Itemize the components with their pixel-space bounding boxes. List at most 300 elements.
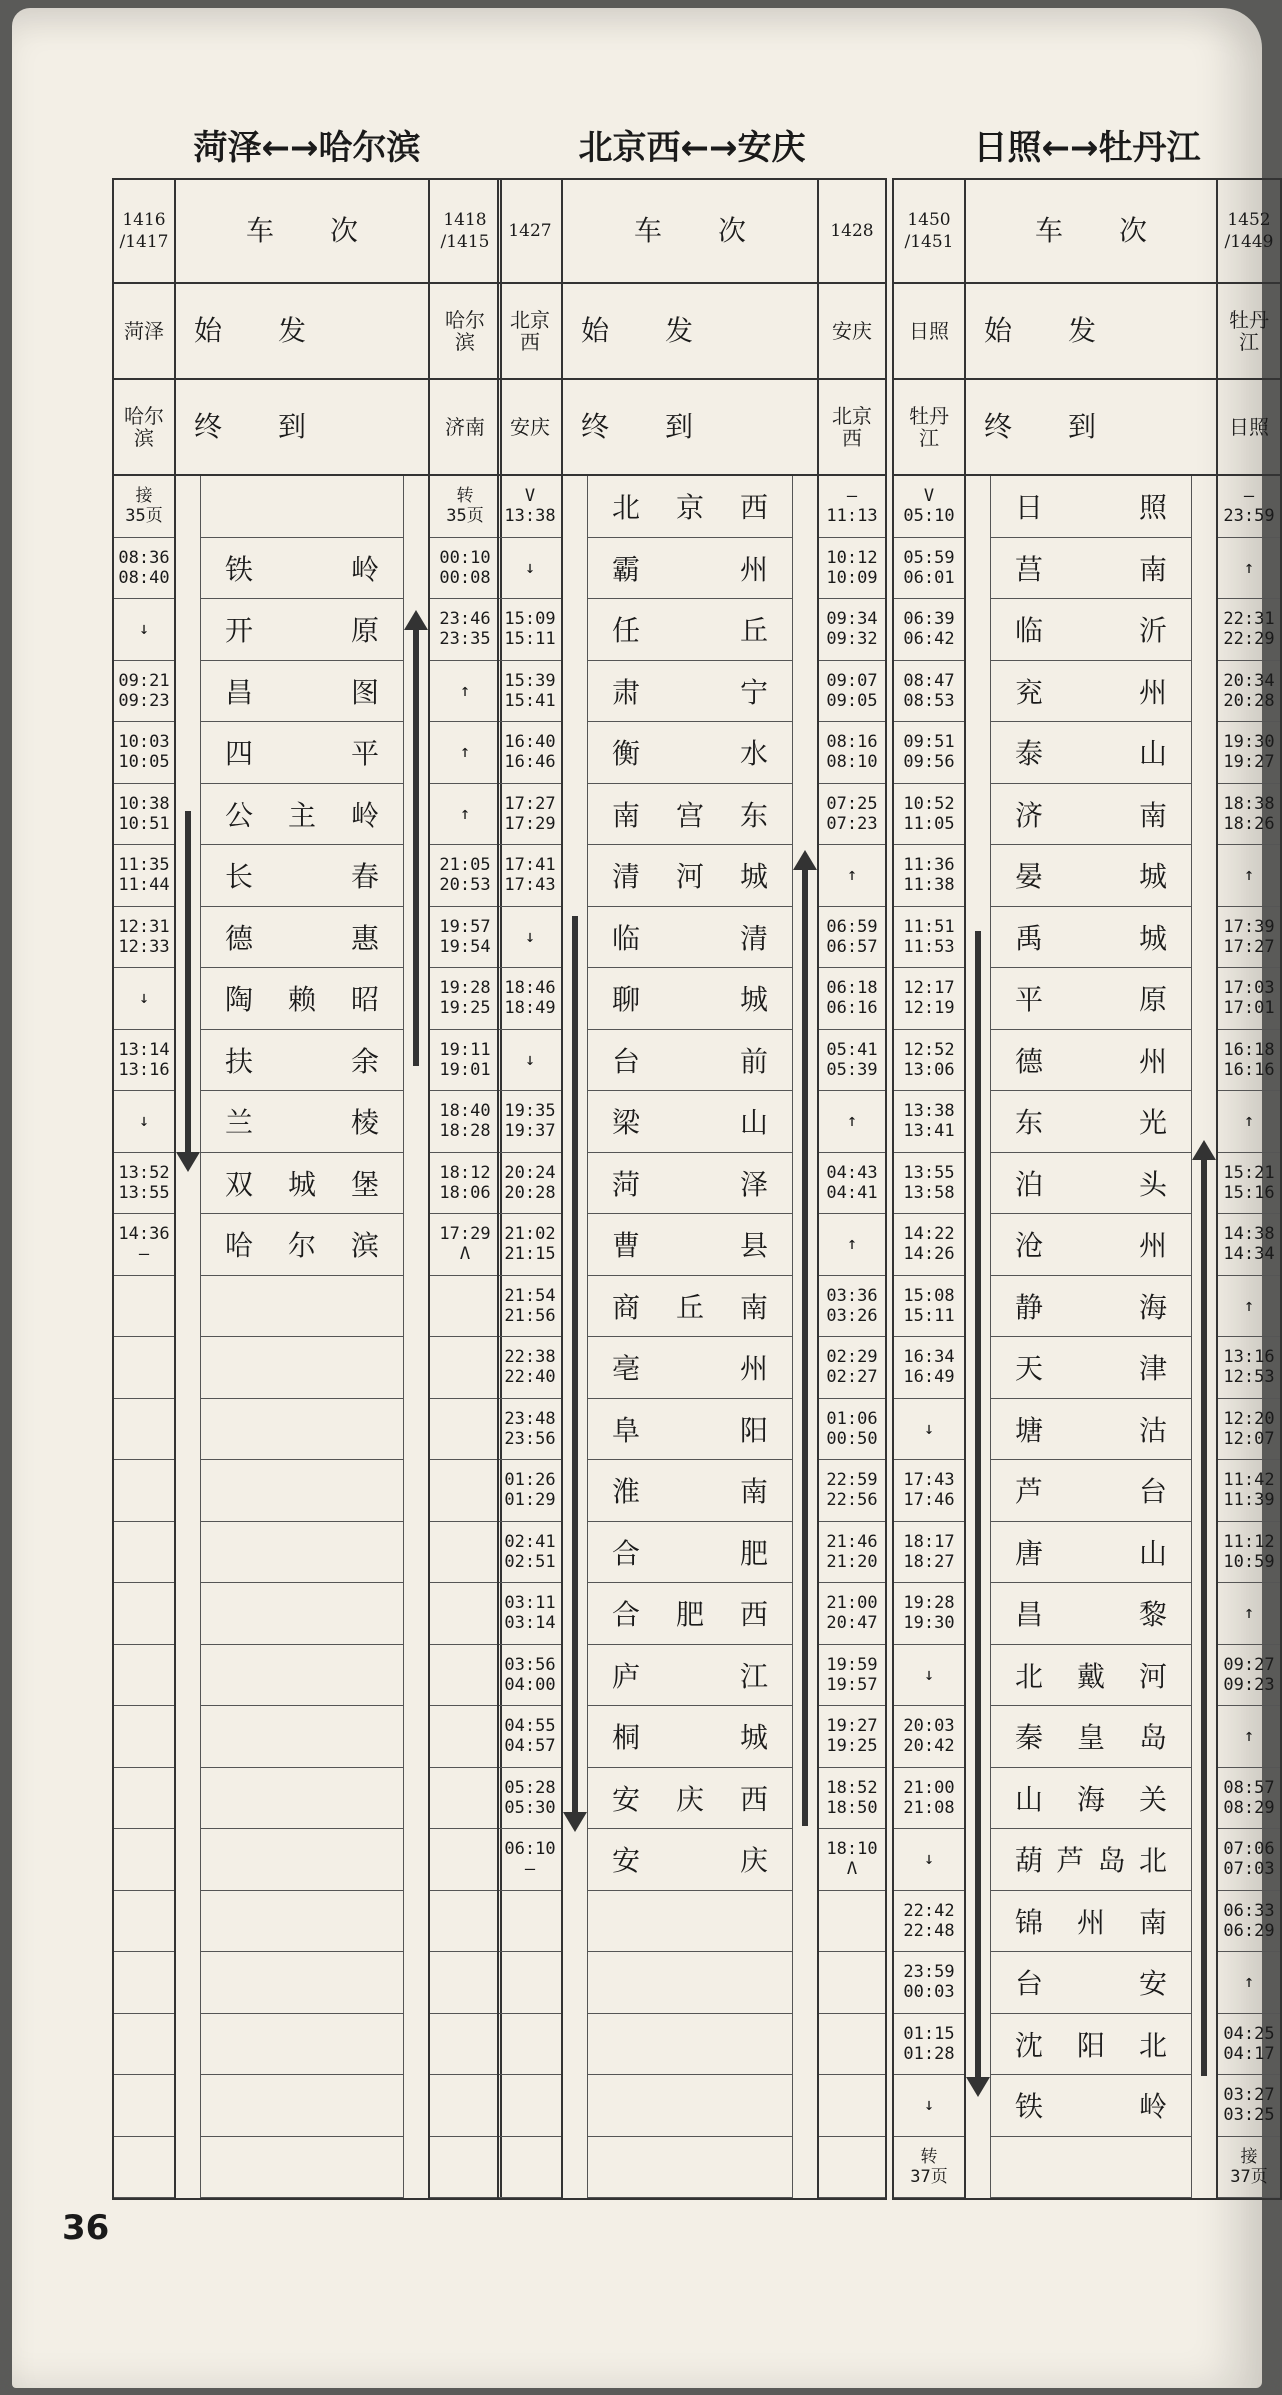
timetable-header [497, 178, 887, 476]
station-label: 阜阳 [612, 1413, 768, 1447]
time-cell: 13:52 13:55 [114, 1153, 174, 1215]
time-cell: 23:59 00:03 [894, 1952, 964, 2014]
time-cell: 08:16 08:10 [819, 722, 885, 784]
time-cell [819, 2014, 885, 2076]
station-label: 禹城 [1015, 921, 1167, 955]
page-number: 36 [62, 2208, 110, 2248]
time-cell: 18:10 Λ [819, 1829, 885, 1891]
time-cell: 18:38 18:26 [1218, 784, 1280, 846]
station-name [200, 845, 404, 907]
timetable-header [112, 178, 502, 476]
station-label: 铁岭 [1015, 2090, 1167, 2124]
header-label-column [176, 180, 430, 476]
train-number: 1450 /1451 [894, 180, 964, 284]
station-label: 济南 [1015, 798, 1167, 832]
station-name [200, 968, 404, 1030]
time-cell: ↑ [430, 722, 500, 784]
time-cell [114, 1706, 174, 1768]
time-cell: 16:34 16:49 [894, 1337, 964, 1399]
time-cell: 15:08 15:11 [894, 1276, 964, 1338]
station-label: 淮南 [612, 1475, 768, 1509]
station-label: 桐城 [612, 1721, 768, 1755]
time-cell: 12:20 12:07 [1218, 1399, 1280, 1461]
station-label: 晏城 [1015, 860, 1167, 894]
station-label: 哈尔滨 [225, 1229, 379, 1263]
station-label: 秦皇岛 [1015, 1721, 1167, 1755]
time-cell [430, 1706, 500, 1768]
station-name [587, 661, 793, 723]
time-cell: 15:39 15:41 [499, 661, 561, 723]
header-right-column [1218, 180, 1280, 476]
time-cell [114, 1768, 174, 1830]
time-cell: 14:38 14:34 [1218, 1214, 1280, 1276]
time-cell [114, 1337, 174, 1399]
station-name [990, 1829, 1192, 1891]
station-column [966, 476, 1216, 2198]
timetable-body [497, 476, 887, 2200]
station-name [990, 1645, 1192, 1707]
time-cell [114, 1276, 174, 1338]
header-left-column [499, 180, 563, 476]
station-label: 静海 [1015, 1290, 1167, 1324]
time-cell: 11:51 11:53 [894, 907, 964, 969]
station-name [990, 722, 1192, 784]
time-cell: 18:12 18:06 [430, 1153, 500, 1215]
station-label: 临清 [612, 921, 768, 955]
station-name [587, 476, 793, 538]
station-name [200, 1091, 404, 1153]
station-name [200, 1030, 404, 1092]
time-cell: V 05:10 [894, 476, 964, 538]
time-cell: 01:06 00:50 [819, 1399, 885, 1461]
timetable-header [892, 178, 1282, 476]
time-cell: ↑ [1218, 1706, 1280, 1768]
station-label: 亳州 [612, 1352, 768, 1386]
station-name [200, 538, 404, 600]
station-name [990, 1214, 1192, 1276]
header-right-column [819, 180, 885, 476]
station-name [587, 1030, 793, 1092]
time-cell: 05:41 05:39 [819, 1030, 885, 1092]
arrive-label: 终 到 [563, 380, 817, 476]
time-cell: 19:35 19:37 [499, 1091, 561, 1153]
time-cell: ↑ [1218, 1276, 1280, 1338]
station-name [200, 1952, 404, 2014]
origin-station: 日照 [894, 284, 964, 380]
destination-station: 安庆 [499, 380, 561, 476]
station-label: 德州 [1015, 1044, 1167, 1078]
time-cell: 04:25 04:17 [1218, 2014, 1280, 2076]
left-times-column [894, 476, 966, 2198]
time-cell: 19:11 19:01 [430, 1030, 500, 1092]
station-label: 衡水 [612, 737, 768, 771]
station-label: 德惠 [225, 921, 379, 955]
time-cell [430, 1952, 500, 2014]
time-cell [114, 2137, 174, 2199]
station-label: 商丘南 [612, 1290, 768, 1324]
time-cell: 19:28 19:25 [430, 968, 500, 1030]
time-cell: 11:12 10:59 [1218, 1522, 1280, 1584]
time-cell: 00:10 00:08 [430, 538, 500, 600]
train-number: 1428 [819, 180, 885, 284]
time-cell [430, 2075, 500, 2137]
time-cell: 03:11 03:14 [499, 1583, 561, 1645]
time-cell: 17:41 17:43 [499, 845, 561, 907]
time-cell [430, 1768, 500, 1830]
station-name [587, 1399, 793, 1461]
time-cell: 11:35 11:44 [114, 845, 174, 907]
time-cell: ↑ [819, 845, 885, 907]
station-name [990, 1583, 1192, 1645]
destination-station: 济南 [430, 380, 500, 476]
time-cell: ↓ [499, 1030, 561, 1092]
time-cell: 20:24 20:28 [499, 1153, 561, 1215]
time-cell: ↓ [894, 1829, 964, 1891]
time-cell [430, 1891, 500, 1953]
time-cell: 22:42 22:48 [894, 1891, 964, 1953]
time-cell [819, 2075, 885, 2137]
time-cell [430, 1276, 500, 1338]
time-cell: 09:07 09:05 [819, 661, 885, 723]
station-label: 安庆西 [612, 1782, 768, 1816]
time-cell [114, 2075, 174, 2137]
station-name [200, 907, 404, 969]
time-cell: ↑ [430, 661, 500, 723]
station-label: 沈阳北 [1015, 2028, 1167, 2062]
time-cell: 19:57 19:54 [430, 907, 500, 969]
station-label: 长春 [225, 860, 379, 894]
time-cell: 03:36 03:26 [819, 1276, 885, 1338]
time-cell: 接 37页 [1218, 2137, 1280, 2199]
time-cell [819, 1891, 885, 1953]
time-cell: 11:42 11:39 [1218, 1460, 1280, 1522]
station-label: 庐江 [612, 1659, 768, 1693]
time-cell: 接 35页 [114, 476, 174, 538]
station-column [176, 476, 428, 2198]
time-cell: 05:28 05:30 [499, 1768, 561, 1830]
station-name [200, 784, 404, 846]
station-name [990, 661, 1192, 723]
destination-station: 牡丹 江 [894, 380, 964, 476]
station-name [200, 1153, 404, 1215]
time-cell [114, 1460, 174, 1522]
time-cell [499, 1891, 561, 1953]
station-label: 扶余 [225, 1044, 379, 1078]
time-cell [114, 1399, 174, 1461]
time-cell: 07:25 07:23 [819, 784, 885, 846]
station-name [990, 784, 1192, 846]
station-label: 平原 [1015, 983, 1167, 1017]
time-cell: 16:18 16:16 [1218, 1030, 1280, 1092]
station-label: 四平 [225, 737, 379, 771]
station-name [200, 1399, 404, 1461]
station-name [587, 1952, 793, 2014]
time-cell: 01:15 01:28 [894, 2014, 964, 2076]
right-times-column [1216, 476, 1280, 2198]
station-name [990, 1399, 1192, 1461]
time-cell: 11:36 11:38 [894, 845, 964, 907]
time-cell: 18:52 18:50 [819, 1768, 885, 1830]
time-cell: 21:05 20:53 [430, 845, 500, 907]
time-cell: 17:39 17:27 [1218, 907, 1280, 969]
time-cell: 转 35页 [430, 476, 500, 538]
time-cell: – 11:13 [819, 476, 885, 538]
time-cell: 06:59 06:57 [819, 907, 885, 969]
down-arrow-icon [572, 916, 578, 1816]
time-cell: 23:46 23:35 [430, 599, 500, 661]
time-cell: ↓ [894, 2075, 964, 2137]
timetable-section-heze-harbin [112, 118, 502, 2200]
station-name [587, 1337, 793, 1399]
station-name [200, 722, 404, 784]
station-name [990, 2137, 1192, 2199]
time-cell [114, 2014, 174, 2076]
station-name [200, 2075, 404, 2137]
time-cell [819, 2137, 885, 2199]
station-label: 任丘 [612, 614, 768, 648]
time-cell: ↓ [894, 1399, 964, 1461]
station-label: 芦台 [1015, 1475, 1167, 1509]
header-left-column [894, 180, 966, 476]
time-cell: 02:29 02:27 [819, 1337, 885, 1399]
time-cell [430, 2137, 500, 2199]
time-cell: ↑ [1218, 538, 1280, 600]
station-name [587, 1768, 793, 1830]
station-name [200, 1522, 404, 1584]
station-name [990, 1337, 1192, 1399]
station-name [990, 1153, 1192, 1215]
time-cell: 22:38 22:40 [499, 1337, 561, 1399]
time-cell [430, 1337, 500, 1399]
station-label: 沧州 [1015, 1229, 1167, 1263]
header-left-column [114, 180, 176, 476]
station-name [587, 599, 793, 661]
time-cell: 04:55 04:57 [499, 1706, 561, 1768]
station-name [990, 1706, 1192, 1768]
down-arrow-icon [975, 931, 981, 2081]
time-cell: 21:02 21:15 [499, 1214, 561, 1276]
station-label: 梁山 [612, 1106, 768, 1140]
timetable-body [892, 476, 1282, 2200]
time-cell: 08:57 08:29 [1218, 1768, 1280, 1830]
time-cell: 18:40 18:28 [430, 1091, 500, 1153]
station-name [990, 476, 1192, 538]
station-name [587, 2137, 793, 2199]
station-label: 兰棱 [225, 1106, 379, 1140]
train-label: 车 次 [966, 180, 1216, 284]
time-cell: 03:27 03:25 [1218, 2075, 1280, 2137]
train-number: 1452 /1449 [1218, 180, 1280, 284]
up-arrow-icon [413, 626, 419, 1066]
station-label: 莒南 [1015, 552, 1167, 586]
time-cell: ↓ [114, 968, 174, 1030]
station-name [990, 1522, 1192, 1584]
time-cell: 04:43 04:41 [819, 1153, 885, 1215]
station-label: 菏泽 [612, 1167, 768, 1201]
station-name [200, 1891, 404, 1953]
station-name [587, 1522, 793, 1584]
header-label-column [966, 180, 1218, 476]
time-cell: 13:14 13:16 [114, 1030, 174, 1092]
time-cell [499, 1952, 561, 2014]
time-cell: ↑ [819, 1214, 885, 1276]
timetable-body [112, 476, 502, 2200]
station-label: 兖州 [1015, 675, 1167, 709]
time-cell: 10:03 10:05 [114, 722, 174, 784]
station-name [587, 784, 793, 846]
station-name [990, 1030, 1192, 1092]
time-cell: 10:12 10:09 [819, 538, 885, 600]
time-cell: 16:40 16:46 [499, 722, 561, 784]
station-label: 临沂 [1015, 614, 1167, 648]
station-name [200, 476, 404, 538]
station-name [990, 1952, 1192, 2014]
station-label: 泊头 [1015, 1167, 1167, 1201]
time-cell: ↑ [819, 1091, 885, 1153]
time-cell: 02:41 02:51 [499, 1522, 561, 1584]
station-label: 霸州 [612, 552, 768, 586]
time-cell: 22:31 22:29 [1218, 599, 1280, 661]
time-cell: 13:55 13:58 [894, 1153, 964, 1215]
time-cell: 06:39 06:42 [894, 599, 964, 661]
station-name [990, 1276, 1192, 1338]
station-label: 北京西 [612, 491, 768, 525]
station-name [587, 722, 793, 784]
time-cell: 10:38 10:51 [114, 784, 174, 846]
station-label: 昌黎 [1015, 1598, 1167, 1632]
station-name [990, 845, 1192, 907]
time-cell [819, 1952, 885, 2014]
timetable-section-beijingxi-anqing [497, 118, 887, 2200]
station-name [587, 845, 793, 907]
time-cell: ↓ [114, 599, 174, 661]
station-label: 台安 [1015, 1967, 1167, 2001]
time-cell: 13:16 12:53 [1218, 1337, 1280, 1399]
station-label: 双城堡 [225, 1167, 379, 1201]
time-cell: 17:27 17:29 [499, 784, 561, 846]
station-label: 葫芦岛北 [1015, 1844, 1167, 1878]
station-label: 锦州南 [1015, 1905, 1167, 1939]
station-label: 塘沽 [1015, 1413, 1167, 1447]
time-cell: 14:36 – [114, 1214, 174, 1276]
header-label-column [563, 180, 819, 476]
time-cell: 21:00 20:47 [819, 1583, 885, 1645]
time-cell [430, 1583, 500, 1645]
time-cell: ↓ [499, 538, 561, 600]
time-cell: 14:22 14:26 [894, 1214, 964, 1276]
time-cell: 06:10 – [499, 1829, 561, 1891]
station-name [587, 968, 793, 1030]
time-cell: 21:54 21:56 [499, 1276, 561, 1338]
time-cell [114, 1583, 174, 1645]
time-cell [114, 1952, 174, 2014]
right-times-column [817, 476, 885, 2198]
station-label: 天津 [1015, 1352, 1167, 1386]
time-cell: V 13:38 [499, 476, 561, 538]
time-cell: ↑ [1218, 845, 1280, 907]
station-name [200, 1706, 404, 1768]
station-label: 肃宁 [612, 675, 768, 709]
station-label: 昌图 [225, 675, 379, 709]
station-name [990, 2075, 1192, 2137]
station-label: 北戴河 [1015, 1659, 1167, 1693]
destination-station: 哈尔 滨 [114, 380, 174, 476]
station-name [587, 538, 793, 600]
depart-label: 始 发 [563, 284, 817, 380]
section-title: 菏泽←→哈尔滨 [193, 128, 421, 168]
origin-station: 哈尔 滨 [430, 284, 500, 380]
station-label: 东光 [1015, 1106, 1167, 1140]
right-times-column [428, 476, 500, 2198]
time-cell: 20:03 20:42 [894, 1706, 964, 1768]
station-label: 山海关 [1015, 1782, 1167, 1816]
station-label: 陶赖昭 [225, 983, 379, 1017]
time-cell: ↓ [499, 907, 561, 969]
time-cell: 09:27 09:23 [1218, 1645, 1280, 1707]
down-arrow-icon [185, 811, 191, 1156]
station-name [587, 907, 793, 969]
origin-station: 北京 西 [499, 284, 561, 380]
station-name [990, 907, 1192, 969]
destination-station: 北京 西 [819, 380, 885, 476]
time-cell [430, 1522, 500, 1584]
station-label: 聊城 [612, 983, 768, 1017]
time-cell [114, 1645, 174, 1707]
time-cell [499, 2014, 561, 2076]
station-name [200, 2137, 404, 2199]
time-cell: 23:48 23:56 [499, 1399, 561, 1461]
station-name [990, 538, 1192, 600]
station-name [587, 1214, 793, 1276]
timetable-page [12, 8, 1275, 2388]
train-number: 1418 /1415 [430, 180, 500, 284]
station-label: 泰山 [1015, 737, 1167, 771]
station-name [587, 1091, 793, 1153]
section-title: 北京西←→安庆 [578, 128, 806, 168]
time-cell [114, 1829, 174, 1891]
station-name [200, 1460, 404, 1522]
time-cell: 17:03 17:01 [1218, 968, 1280, 1030]
time-cell: 03:56 04:00 [499, 1645, 561, 1707]
station-name [587, 2075, 793, 2137]
time-cell: 12:31 12:33 [114, 907, 174, 969]
time-cell [430, 2014, 500, 2076]
train-label: 车 次 [176, 180, 428, 284]
time-cell: 15:21 15:16 [1218, 1153, 1280, 1215]
station-name [990, 968, 1192, 1030]
time-cell [114, 1891, 174, 1953]
station-name [200, 1337, 404, 1399]
time-cell: 08:36 08:40 [114, 538, 174, 600]
time-cell [430, 1460, 500, 1522]
time-cell: ↑ [430, 784, 500, 846]
timetable-section-rizhao-mudanjiang [892, 118, 1282, 2200]
station-name [587, 1645, 793, 1707]
time-cell [499, 2137, 561, 2199]
up-arrow-icon [1201, 1156, 1207, 2076]
time-cell: ↓ [114, 1091, 174, 1153]
time-cell: 12:17 12:19 [894, 968, 964, 1030]
station-label: 安庆 [612, 1844, 768, 1878]
station-name [990, 1460, 1192, 1522]
station-name [587, 1583, 793, 1645]
time-cell: 17:43 17:46 [894, 1460, 964, 1522]
left-times-column [114, 476, 176, 2198]
time-cell: ↓ [894, 1645, 964, 1707]
station-name [200, 1214, 404, 1276]
time-cell: 06:18 06:16 [819, 968, 885, 1030]
train-number: 1416 /1417 [114, 180, 174, 284]
